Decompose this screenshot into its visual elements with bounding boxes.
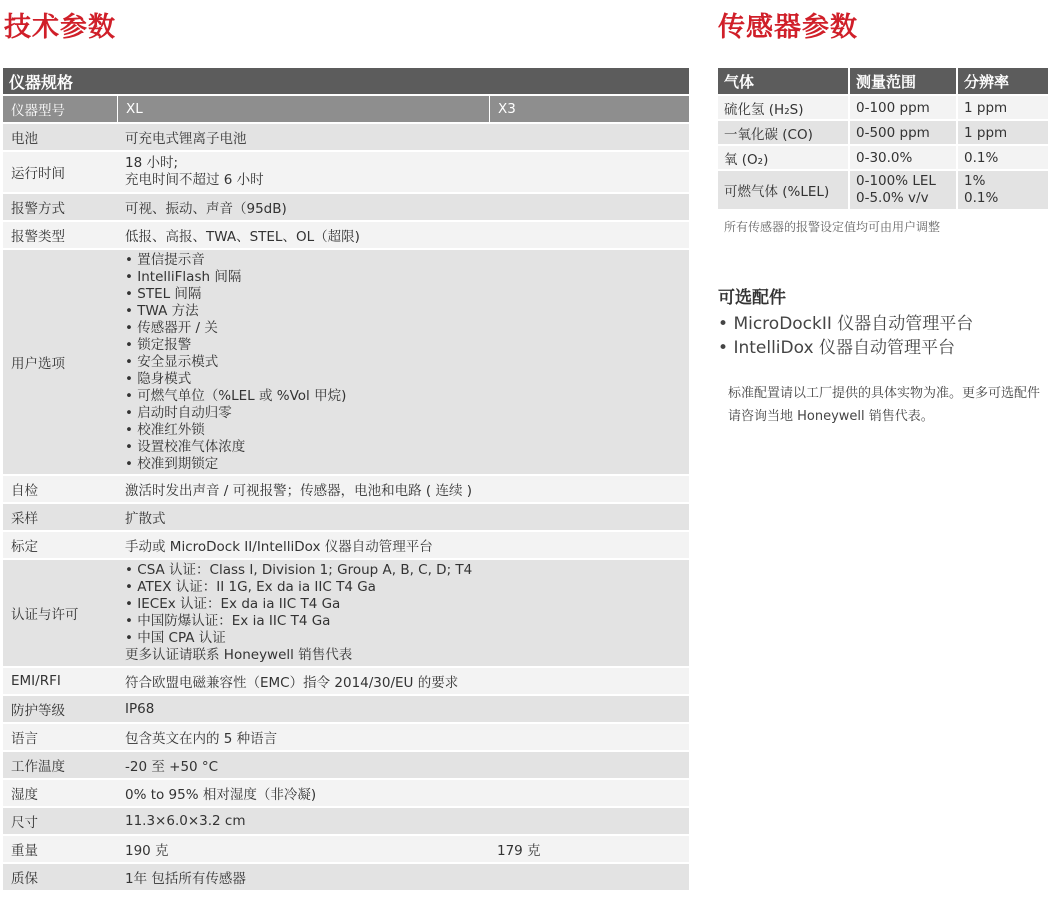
- table-row: [718, 96, 1048, 121]
- sensor-note: 所有传感器的报警设定值均可由用户调整: [724, 220, 941, 234]
- table-row: [3, 222, 689, 250]
- resolution-line: 0.1%: [964, 190, 999, 206]
- list-item: • 中国 CPA 认证: [125, 630, 681, 647]
- list-item: • 校准到期锁定: [125, 456, 681, 473]
- runtime-line: 充电时间不超过 6 小时: [125, 172, 264, 188]
- certification-more: 更多认证请联系 Honeywell 销售代表: [125, 647, 353, 663]
- row-value: 可充电式锂离子电池: [117, 124, 689, 152]
- list-item: • 安全显示模式: [125, 354, 681, 371]
- row-label: 用户选项: [3, 250, 117, 476]
- list-item: • ATEX 认证：II 1G, Ex da ia IIC T4 Ga: [125, 579, 681, 596]
- accessories-note: 标准配置请以工厂提供的具体实物为准。更多可选配件请咨询当地 Honeywell 销售代表。: [728, 386, 1041, 424]
- sensor-header-row: [718, 68, 1048, 96]
- row-label: 尺寸: [3, 808, 117, 836]
- table-row: [718, 171, 1048, 211]
- row-label: 采样: [3, 504, 117, 532]
- row-value: [117, 152, 689, 194]
- model-label: 仪器型号: [3, 96, 117, 124]
- list-item: • IntelliDox 仪器自动管理平台: [718, 336, 973, 360]
- resolution-line: 1%: [964, 173, 986, 189]
- row-label: 防护等级: [3, 696, 117, 724]
- gas-range: 0-30.0%: [848, 146, 956, 171]
- row-value: 扩散式: [117, 504, 689, 532]
- row-label: 重量: [3, 836, 117, 864]
- accessories-title: 可选配件: [718, 288, 786, 308]
- row-label: 语言: [3, 724, 117, 752]
- table-row: [3, 476, 689, 504]
- range-line: 0-100% LEL: [856, 173, 936, 189]
- certification-list: [125, 562, 681, 647]
- gas-range: 0-100 ppm: [848, 96, 956, 121]
- list-item: • MicroDockII 仪器自动管理平台: [718, 312, 973, 336]
- row-label: 质保: [3, 864, 117, 892]
- gas-name: 硫化氢 (H₂S): [718, 96, 848, 121]
- accessories-list: [718, 312, 973, 360]
- gas-range: 0-500 ppm: [848, 121, 956, 146]
- row-value: 0% to 95% 相对湿度（非冷凝): [117, 780, 689, 808]
- gas-name: 一氧化碳 (CO): [718, 121, 848, 146]
- table-row: [3, 668, 689, 696]
- gas-name: 氧 (O₂): [718, 146, 848, 171]
- list-item: • 置信提示音: [125, 252, 681, 269]
- list-item: • TWA 方法: [125, 303, 681, 320]
- list-item: • 隐身模式: [125, 371, 681, 388]
- header-gas: 气体: [718, 68, 848, 96]
- table-row: [3, 780, 689, 808]
- row-value: 包含英文在内的 5 种语言: [117, 724, 689, 752]
- row-value: [117, 250, 689, 476]
- list-item: • IECEx 认证：Ex da ia IIC T4 Ga: [125, 596, 681, 613]
- gas-resolution: 1 ppm: [956, 121, 1048, 146]
- range-line: 0-5.0% v/v: [856, 190, 929, 206]
- list-item: • 设置校准气体浓度: [125, 439, 681, 456]
- weight-xl: 190 克: [117, 836, 489, 864]
- table-row: [718, 146, 1048, 171]
- table-row: [3, 504, 689, 532]
- user-options-list: [125, 252, 681, 473]
- row-value: 可视、振动、声音（95dB): [117, 194, 689, 222]
- row-value: 激活时发出声音 / 可视报警；传感器，电池和电路 ( 连续 ): [117, 476, 689, 504]
- table-row: [3, 864, 689, 892]
- row-value: 手动或 MicroDock II/IntelliDox 仪器自动管理平台: [117, 532, 689, 560]
- row-label: 运行时间: [3, 152, 117, 194]
- list-item: • 传感器开 / 关: [125, 320, 681, 337]
- row-value: -20 至 +50 °C: [117, 752, 689, 780]
- table-row: [3, 250, 689, 476]
- row-label: 报警类型: [3, 222, 117, 250]
- row-value: 低报、高报、TWA、STEL、OL（超限): [117, 222, 689, 250]
- sensor-table: [718, 68, 1048, 211]
- table-row: [3, 560, 689, 668]
- table-row: [3, 124, 689, 152]
- row-label: 电池: [3, 124, 117, 152]
- spec-section-header: [3, 68, 689, 96]
- row-value: 符合欧盟电磁兼容性（EMC）指令 2014/30/EU 的要求: [117, 668, 689, 696]
- row-value: IP68: [117, 696, 689, 724]
- page-title: 技术参数: [4, 12, 116, 43]
- row-label: 工作温度: [3, 752, 117, 780]
- spec-table: [3, 68, 689, 892]
- list-item: • IntelliFlash 间隔: [125, 269, 681, 286]
- gas-range: [848, 171, 956, 211]
- table-row: [3, 96, 689, 124]
- row-label: EMI/RFI: [3, 668, 117, 696]
- row-label: 自检: [3, 476, 117, 504]
- table-row: [3, 696, 689, 724]
- table-row: [3, 152, 689, 194]
- table-row: [3, 836, 689, 864]
- header-range: 测量范围: [848, 68, 956, 96]
- row-label: 湿度: [3, 780, 117, 808]
- list-item: • 可燃气单位（%LEL 或 %Vol 甲烷): [125, 388, 681, 405]
- row-value: 11.3×6.0×3.2 cm: [117, 808, 689, 836]
- row-label: 标定: [3, 532, 117, 560]
- row-label: 报警方式: [3, 194, 117, 222]
- gas-resolution: 0.1%: [956, 146, 1048, 171]
- row-label: 认证与许可: [3, 560, 117, 668]
- model-xl: XL: [117, 96, 489, 124]
- row-value: 1年 包括所有传感器: [117, 864, 689, 892]
- spec-section-title: 仪器规格: [3, 68, 689, 96]
- gas-resolution: 1 ppm: [956, 96, 1048, 121]
- sensor-section-title: 传感器参数: [718, 12, 858, 43]
- weight-x3: 179 克: [489, 836, 689, 864]
- gas-name: 可燃气体 (%LEL): [718, 171, 848, 211]
- header-resolution: 分辨率: [956, 68, 1048, 96]
- table-row: [3, 752, 689, 780]
- table-row: [3, 194, 689, 222]
- list-item: • 校准红外锁: [125, 422, 681, 439]
- list-item: • STEL 间隔: [125, 286, 681, 303]
- gas-resolution: [956, 171, 1048, 211]
- table-row: [3, 532, 689, 560]
- list-item: • CSA 认证：Class I, Division 1; Group A, B, C, D; T4: [125, 562, 681, 579]
- runtime-line: 18 小时;: [125, 155, 179, 171]
- table-row: [718, 121, 1048, 146]
- table-row: [3, 724, 689, 752]
- row-value: [117, 560, 689, 668]
- table-row: [3, 808, 689, 836]
- list-item: • 锁定报警: [125, 337, 681, 354]
- list-item: • 启动时自动归零: [125, 405, 681, 422]
- list-item: • 中国防爆认证：Ex ia IIC T4 Ga: [125, 613, 681, 630]
- model-x3: X3: [489, 96, 689, 124]
